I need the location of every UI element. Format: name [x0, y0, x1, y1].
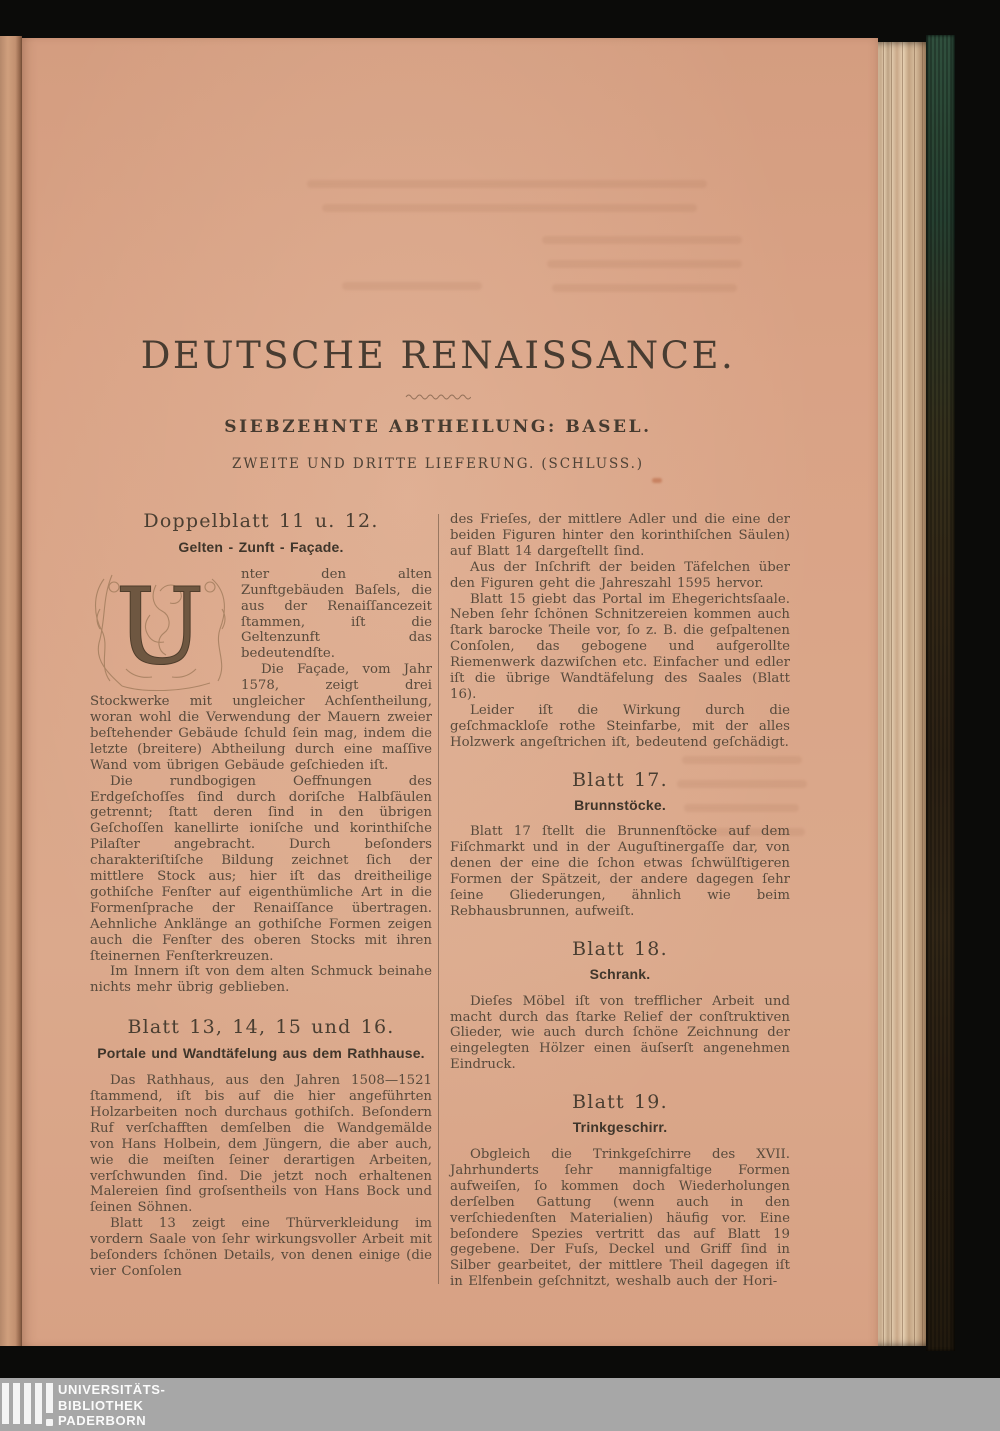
paragraph: Die rundbogigen Oeffnungen des Erdgeſchoſſes ſind durch doriſche Halbſäulen getrennt; ſtatt deren ſind in den übrigen Geſchoſſen kanellirte ioniſche und korinthiſche Pilaſter angebracht. Durch beſonders charakteriſtiſche Bildung zeichnet ſich der mittlere Stock aus; hier iſt das dreitheilige gothiſche Fenſter auf eigenthümliche Art in die Formenſprache der Renaiſſance übertragen. Aehnliche Anklänge an gothiſche Formen zeigen auch die Fenſter des oberen Stocks mit ihren ſteinernen Fenſterkreuzen.	[90, 773, 432, 964]
library-name-line3: PADERBORN	[58, 1413, 147, 1428]
library-watermark-bar	[0, 1378, 1000, 1431]
subheading-trinkgeschirr: Trinkgeschirr.	[572, 1119, 668, 1136]
paragraph: Dieſes Möbel iſt von trefflicher Arbeit und macht durch das ſtarke Relief der conſtruktiven Glieder, wie auch durch ſchöne Zeichnung der eingelegten Hölzer einen äuſserſt angenehmen Eindruck.	[450, 993, 790, 1073]
paragraph	[90, 566, 432, 688]
title-block	[90, 334, 786, 472]
heading-blatt-18: Blatt 18.	[572, 937, 668, 960]
right-column	[450, 512, 790, 1290]
page-edge-line	[902, 42, 903, 1346]
page-showthrough	[307, 180, 707, 188]
logo-exclamation-dot	[46, 1419, 53, 1426]
heading-blatt-17: Blatt 17.	[572, 768, 668, 791]
logo-bar	[2, 1383, 9, 1424]
paragraph: Das Rathhaus, aus den Jahren 1508—1521 ſtammend, iſt bis auf die hier angeführten Holzarbeiten noch durchaus gothiſch. Beſondern Ruf verſchafften demſelben die Wandgemälde von Hans Holbein, dem Jüngern, die aber auch, wie die meiſten ſeiner derartigen Arbeiten, verſchwunden ſind. Die jetzt noch erhaltenen Malereien ſind groſsentheils von Hans Bock und ſeinen Söhnen.	[90, 1073, 432, 1216]
paragraph: Im Innern iſt von dem alten Schmuck beinahe nichts mehr übrig geblieben.	[90, 964, 432, 996]
page-stain	[652, 478, 662, 483]
page-showthrough	[542, 236, 742, 244]
page-showthrough	[342, 282, 482, 290]
section-heading: SIEBZEHNTE ABTHEILUNG: BASEL.	[224, 417, 652, 437]
library-name	[58, 1382, 165, 1429]
page-title: DEUTSCHE RENAISSANCE.	[140, 334, 736, 377]
subheading-gelten-zunft-facade: Gelten - Zunft - Façade.	[178, 538, 344, 555]
paragraph: Aus der Inſchrift der beiden Täfelchen über den Figuren geht die Jahreszahl 1595 hervor.	[450, 559, 790, 591]
library-name-line1: UNIVERSITÄTS-	[58, 1382, 166, 1397]
logo-bar	[35, 1383, 42, 1424]
subheading-portale-wandtaefelung: Portale und Wandtäfelung aus dem Rathhause.	[97, 1045, 425, 1062]
library-logo-icon	[2, 1383, 54, 1429]
paragraph: Die Façade, vom Jahr 1578, zeigt drei Stockwerke mit ungleicher Achſentheilung, woran wohl die Verwendung der Mauern zweier beſtehender Gebäude ſchuld ſein mag, indem die letzte (breitere) Abtheilung durch eine maſſive Wand vom übrigen Gebäude geſchieden iſt.	[90, 662, 432, 773]
page-edge-line	[891, 42, 892, 1346]
left-column	[90, 512, 432, 1290]
paragraph: Blatt 15 giebt das Portal im Ehegerichtsſaale. Neben ſehr ſchönen Schnitzereien kommen auch ſtark barocke Theile vor, ſo z. B. die geſpaltenen Conſolen, das gebogene und aufgerollte Riemenwerk dazwiſchen etc. Einfacher und edler iſt die übrige Wandtäfelung des Saales (Blatt 16).	[450, 591, 790, 702]
ornament-divider	[405, 392, 471, 401]
page-edge-line	[922, 42, 923, 1346]
text-columns	[90, 512, 790, 1290]
section-subheading: ZWEITE UND DRITTE LIEFERUNG. (SCHLUSS.)	[232, 456, 644, 472]
ornate-initial-U	[90, 569, 232, 691]
page-gutter-fold	[0, 36, 22, 1346]
logo-bar-exclamation	[46, 1383, 53, 1413]
subheading-brunnstoecke: Brunnstöcke.	[574, 796, 666, 813]
paragraph: Obgleich die Trinkgeſchirre des XVII. Jahrhunderts ſehr mannigfaltige Formen aufweiſen, ſo kommen doch Wiederholungen derſelben Gattung (wenn auch in den verſchiedenſten Materialien) häufig vor. Eine beſondere Spezies vertritt das auf Blatt 19 gegebene. Der Fuſs, Deckel und Griff ſind in Silber gearbeitet, der mittlere Theil dagegen iſt in Elfenbein geſchnitzt, weshalb auch der Hori-	[450, 1147, 790, 1290]
heading-blatt-13-16: Blatt 13, 14, 15 und 16.	[127, 1016, 395, 1039]
column-divider-rule	[438, 514, 439, 1284]
logo-bar	[13, 1383, 20, 1424]
book-page-edges	[878, 42, 926, 1346]
book-page	[22, 38, 878, 1346]
svg-text:U: U	[115, 568, 205, 688]
page-showthrough	[547, 260, 742, 268]
paragraph: Leider iſt die Wirkung durch die geſchmackloſe rothe Steinfarbe, mit der alles Holzwerk angeſtrichen iſt, bedeutend geſchädigt.	[450, 702, 790, 750]
heading-doppelblatt-11-12: Doppelblatt 11 u. 12.	[143, 510, 379, 532]
heading-blatt-19: Blatt 19.	[572, 1091, 668, 1114]
paragraph: des Frieſes, der mittlere Adler und die eine der beiden Figuren hinter den korinthiſchen Säulen) auf Blatt 14 dargeſtellt ſind.	[450, 512, 790, 559]
library-name-line2: BIBLIOTHEK	[58, 1397, 144, 1413]
page-edge-line	[883, 42, 884, 1346]
page-showthrough	[552, 284, 737, 292]
subheading-schrank: Schrank.	[589, 965, 651, 982]
page-showthrough	[322, 204, 697, 212]
logo-bar	[24, 1383, 31, 1424]
page-edge-line	[914, 42, 915, 1346]
book-binding-spine	[926, 35, 955, 1351]
paragraph: Blatt 13 zeigt eine Thürverkleidung im vordern Saale von ſehr wirkungsvoller Arbeit mit beſonders ſchönen Details, von denen einige (die vier Conſolen	[90, 1216, 432, 1279]
paragraph: Blatt 17 ſtellt die Brunnenſtöcke auf dem Fiſchmarkt und in der Auguſtinergaſſe dar, von denen der eine die ſchon etwas ſchwülſtigeren Formen der Spätzeit, der andere dagegen ſehr ſeine Gliederungen, ähnlich wie beim Rebhausbrunnen, aufweiſt.	[450, 824, 790, 919]
paragraph-text: nter den alten Zunftgebäuden Baſels, die aus der Renaiſſancezeit ſtammen, iſt die Geltenzunft das bedeutendſte.	[241, 566, 432, 662]
